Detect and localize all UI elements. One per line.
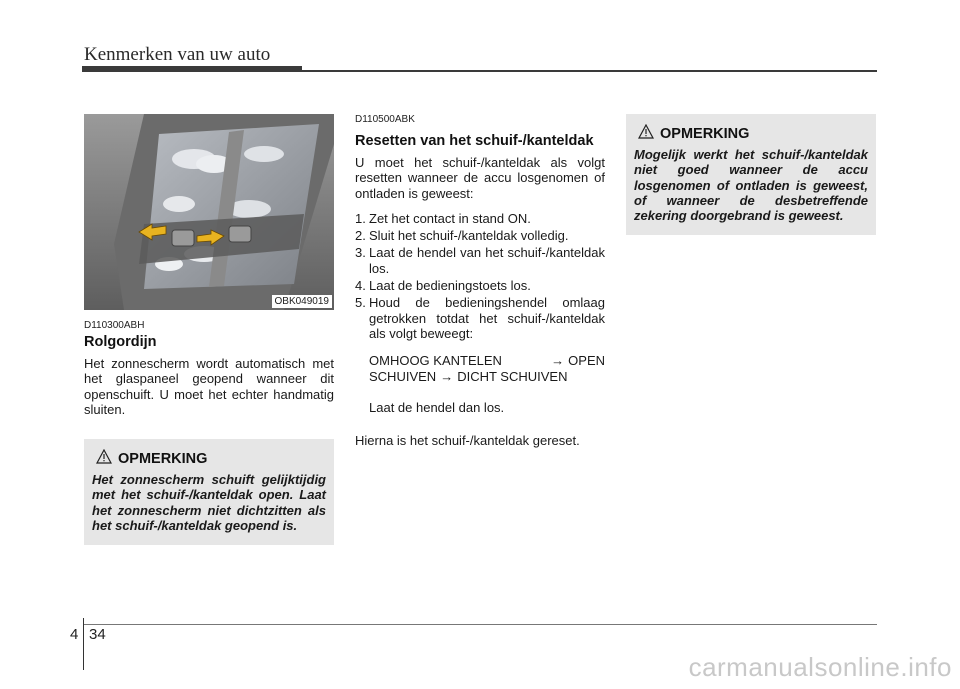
note-title: OPMERKING xyxy=(118,451,208,468)
body-text: Het zonnescherm wordt automatisch met het glaspaneel geopend wanneer dit openschuift. U moet het echter handmatig sluiten. xyxy=(84,356,334,417)
left-column xyxy=(84,114,334,545)
page-header-title: Kenmerken van uw auto xyxy=(84,44,271,65)
note-text: Het zonnescherm schuift gelijktijdig met het schuif-/kanteldak open. Laat het zonnescherm niet dichtzitten als het schuif-/kanteldak geopend is. xyxy=(92,472,326,534)
intro-text: U moet het schuif-/kanteldak als volgt resetten wanneer de accu losgenomen of ontladen is geweest: xyxy=(355,155,605,201)
page-number-divider xyxy=(83,618,84,670)
right-column xyxy=(626,114,876,235)
list-item: 3. Laat de hendel van het schuif-/kanteldak los. xyxy=(355,245,605,276)
list-item: 4. Laat de bedieningstoets los. xyxy=(355,278,531,294)
note-text: Mogelijk werkt het schuif-/kanteldak niet goed wanneer de accu losgenomen of ontladen is geweest, of wanneer de desbetreffende zekering doorgebrand is geweest. xyxy=(634,147,868,224)
page-number: 34 xyxy=(89,626,106,643)
after-text: Laat de hendel dan los. xyxy=(369,399,505,415)
middle-column xyxy=(355,114,605,448)
note-box xyxy=(626,114,876,235)
section-heading: Rolgordijn xyxy=(84,334,157,350)
sunroof-illustration xyxy=(84,114,334,310)
footer-rule xyxy=(84,624,877,625)
section-code: D110500ABK xyxy=(355,114,415,125)
sequence-line-1: OMHOOG KANTELEN → OPEN xyxy=(369,353,605,369)
list-item: 1. Zet het contact in stand ON. xyxy=(355,210,531,226)
header-rule-thin xyxy=(302,70,877,72)
sequence-line-2: SCHUIVEN → DICHT SCHUIVEN xyxy=(369,368,568,384)
note-header xyxy=(96,449,326,469)
note-box xyxy=(84,439,334,545)
warning-icon xyxy=(96,449,112,469)
section-code: D110300ABH xyxy=(84,320,145,331)
arrow-right-icon: → xyxy=(440,368,454,384)
note-title: OPMERKING xyxy=(660,126,750,142)
chapter-number: 4 xyxy=(70,626,79,643)
watermark: carmanualsonline.info xyxy=(688,652,952,682)
list-item: 2. Sluit het schuif-/kanteldak volledig. xyxy=(355,228,569,244)
warning-icon xyxy=(638,124,654,144)
steps-list xyxy=(355,211,605,341)
list-item: 5. Houd de bedieningshendel omlaag getrokken totdat het schuif-/kanteldak als volgt beweegt: xyxy=(355,295,605,341)
header-rule-thick xyxy=(82,66,302,72)
section-heading: Resetten van het schuif-/kanteldak xyxy=(355,133,594,149)
note-header xyxy=(638,124,868,144)
final-text: Hierna is het schuif-/kanteldak gereset. xyxy=(355,433,580,449)
arrow-right-icon: → xyxy=(551,353,565,369)
image-code: OBK049019 xyxy=(272,295,333,308)
sunroof-photo xyxy=(84,114,334,310)
